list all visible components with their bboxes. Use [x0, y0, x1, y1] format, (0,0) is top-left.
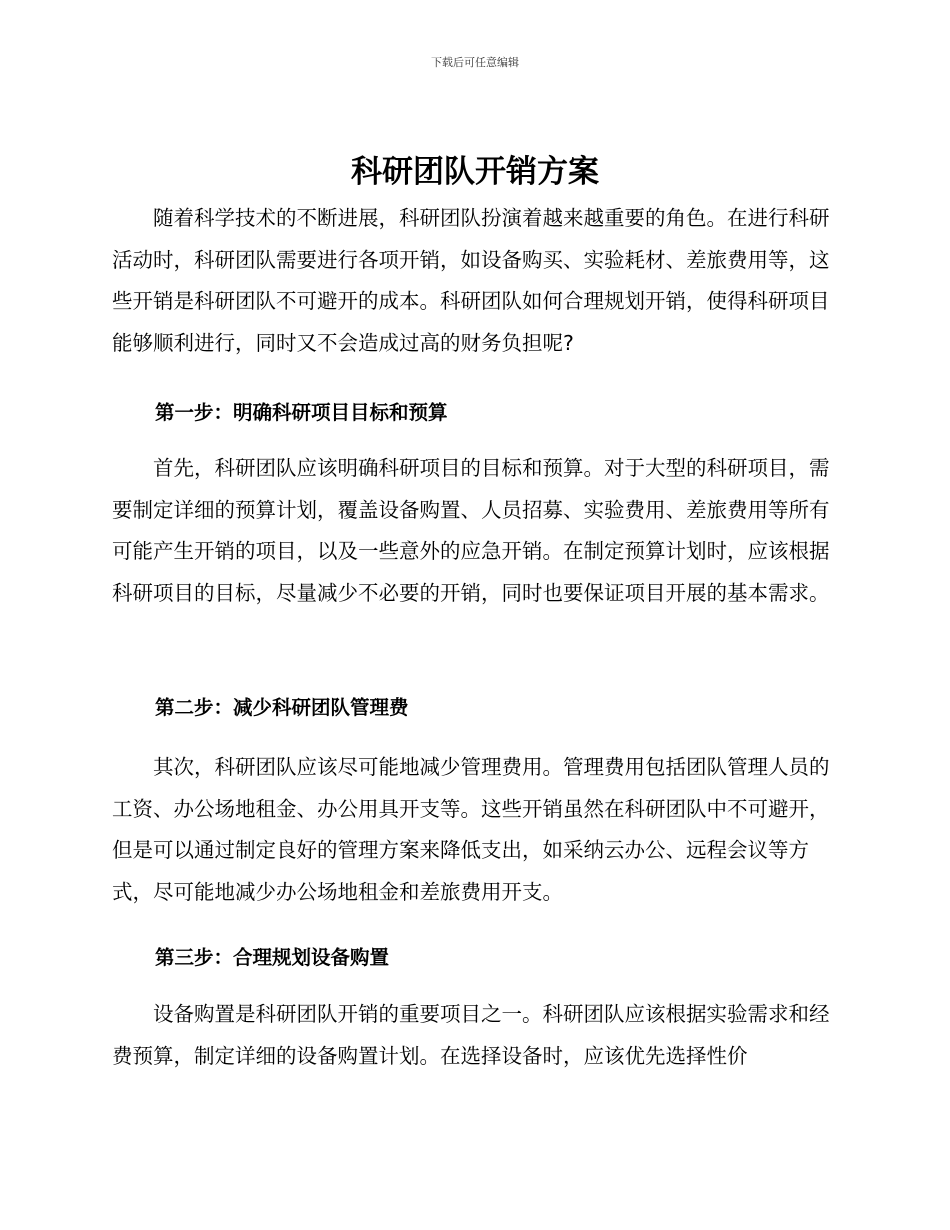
section-body-2: 其次，科研团队应该尽可能地减少管理费用。管理费用包括团队管理人员的工资、办公场地租金、办公用具开支等。这些开销虽然在科研团队中不可避开，但是可以通过制定良好的管理方案来降低支出，如采纳云办公、远程会议等方式，尽可能地减少办公场地租金和差旅费用开支。	[112, 755, 830, 904]
section-body-1: 首先，科研团队应该明确科研项目的目标和预算。对于大型的科研项目，需要制定详细的预算计划，覆盖设备购置、人员招募、实验费用、差旅费用等所有可能产生开销的项目，以及一些意外的应急开销。在制定预算计划时，应该根据科研项目的目标，尽量减少不必要的开销，同时也要保证项目开展的基本需求。	[112, 456, 830, 605]
section-body-3: 设备购置是科研团队开销的重要项目之一。科研团队应该根据实验需求和经费预算，制定详细的设备购置计划。在选择设备时，应该优先选择性价	[112, 1002, 830, 1068]
section-heading-3: 第三步：合理规划设备购置	[155, 946, 390, 969]
page-header: 下载后可任意编辑	[431, 56, 519, 69]
document-title: 科研团队开销方案	[351, 154, 599, 190]
section-heading-2: 第二步：减少科研团队管理费	[155, 696, 409, 719]
intro-paragraph: 随着科学技术的不断进展，科研团队扮演着越来越重要的角色。在进行科研活动时，科研团队需要进行各项开销，如设备购买、实验耗材、差旅费用等，这些开销是科研团队不可避开的成本。科研团队如何合理规划开销，使得科研项目能够顺利进行，同时又不会造成过高的财务负担呢?	[112, 206, 830, 355]
section-heading-1: 第一步：明确科研项目目标和预算	[155, 401, 448, 424]
